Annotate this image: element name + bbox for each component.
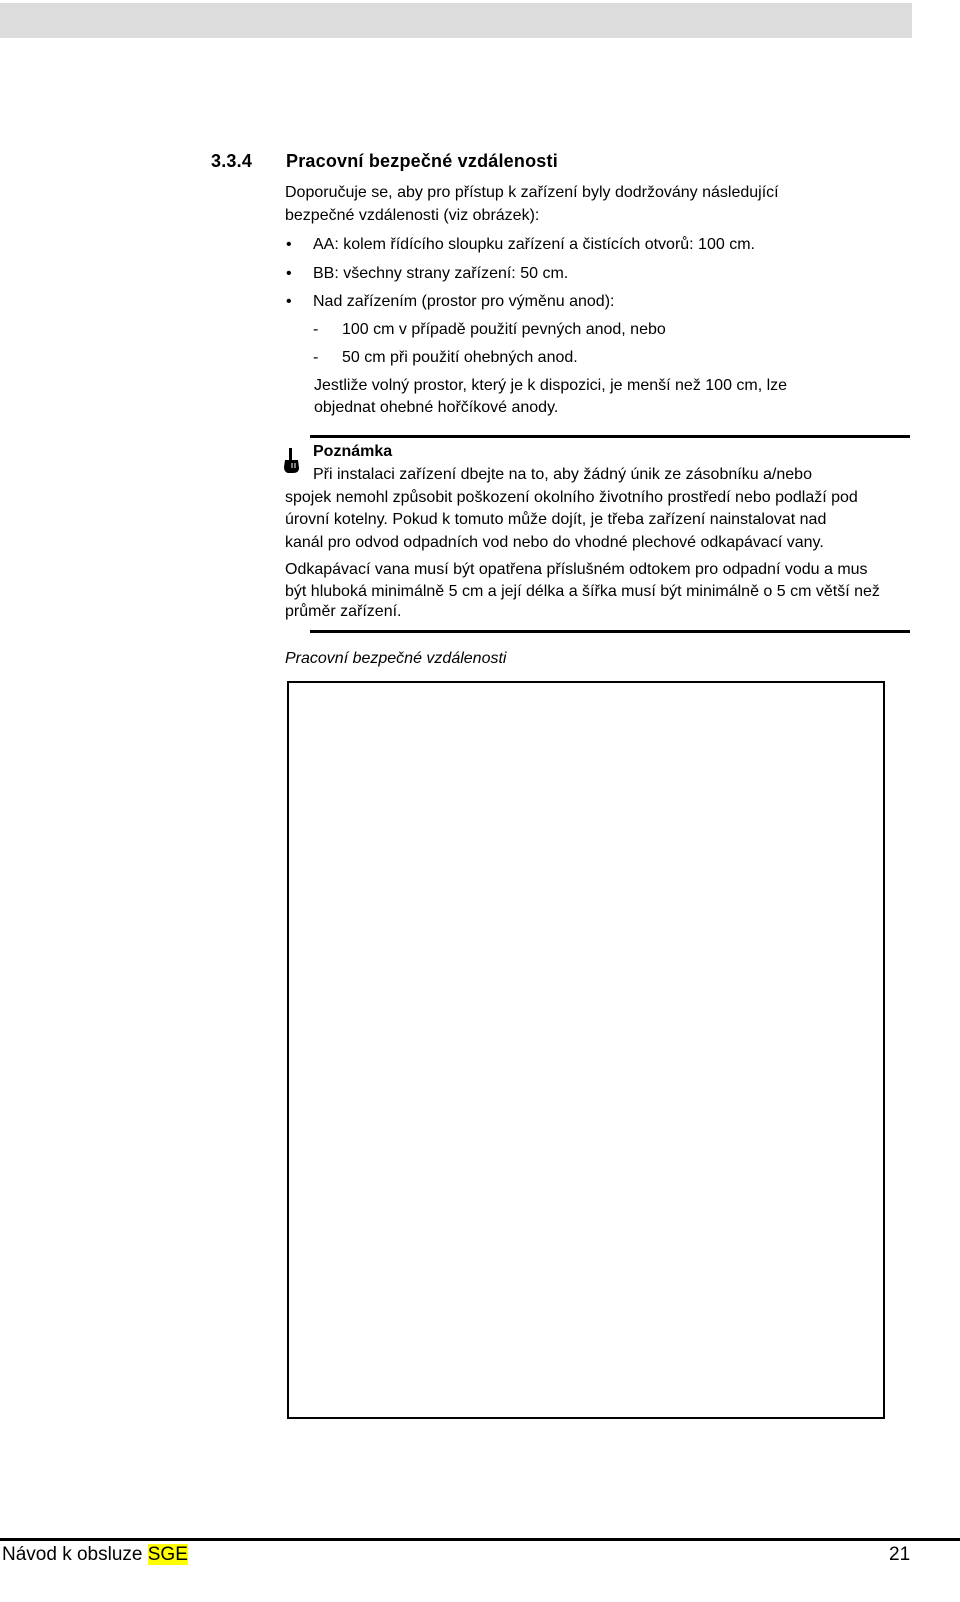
footer-rule <box>0 1538 960 1541</box>
subitem-dash: - <box>313 321 319 338</box>
bullet-marker: • <box>286 236 292 253</box>
pointing-hand-icon <box>283 448 301 474</box>
intro-line-1: Doporučuje se, aby pro přístup k zařízení byly dodržovány následující <box>285 184 779 201</box>
subitem-flexible: 50 cm při použití ohebných anod. <box>342 349 578 366</box>
extra-line-2: objednat ohebné hořčíkové anody. <box>314 399 559 416</box>
subitem-dash: - <box>313 349 319 366</box>
note-top-rule <box>310 435 910 438</box>
bullet-item-aa: AA: kolem řídícího sloupku zařízení a čistících otvorů: 100 cm. <box>313 236 755 253</box>
figure-frame <box>287 681 885 1419</box>
bullet-marker: • <box>286 293 292 310</box>
bullet-marker: • <box>286 265 292 282</box>
note-bottom-rule <box>310 630 910 633</box>
note-line-2: spojek nemohl způsobit poškození okolního životního prostředí nebo podlaží pod <box>285 489 858 506</box>
note-para2-line-3: průměr zařízení. <box>285 603 402 620</box>
section-title: Pracovní bezpečné vzdálenosti <box>286 151 558 171</box>
footer-manual-title <box>2 1544 188 1566</box>
note-line-4: kanál pro odvod odpadních vod nebo do vhodné plechové odkapávací vany. <box>285 534 824 551</box>
note-para2-line-1: Odkapávací vana musí být opatřena příslušném odtokem pro odpadní vodu a mus <box>285 561 868 578</box>
figure-caption: Pracovní bezpečné vzdálenosti <box>285 650 507 667</box>
footer-manual-label: Návod k obsluze <box>2 1544 148 1565</box>
extra-line-1: Jestliže volný prostor, který je k dispozici, je menší než 100 cm, lze <box>314 377 788 394</box>
section-number: 3.3.4 <box>211 151 253 171</box>
top-gray-bar <box>0 3 912 38</box>
footer-product-name: SGE <box>147 1544 188 1565</box>
page-number: 21 <box>889 1544 911 1565</box>
bullet-item-bb: BB: všechny strany zařízení: 50 cm. <box>313 265 569 282</box>
intro-line-2: bezpečné vzdálenosti (viz obrázek): <box>285 207 540 224</box>
note-line-3: úrovní kotelny. Pokud k tomuto může dojít, je třeba zařízení nainstalovat nad <box>285 511 827 528</box>
note-title: Poznámka <box>313 443 393 460</box>
bullet-item-above: Nad zařízením (prostor pro výměnu anod): <box>313 293 615 310</box>
note-line-1: Při instalaci zařízení dbejte na to, aby žádný únik ze zásobníku a/nebo <box>313 466 812 483</box>
subitem-rigid: 100 cm v případě použití pevných anod, nebo <box>342 321 666 338</box>
note-para2-line-2: být hluboká minimálně 5 cm a její délka a šířka musí být minimálně o 5 cm větší než <box>285 583 880 600</box>
